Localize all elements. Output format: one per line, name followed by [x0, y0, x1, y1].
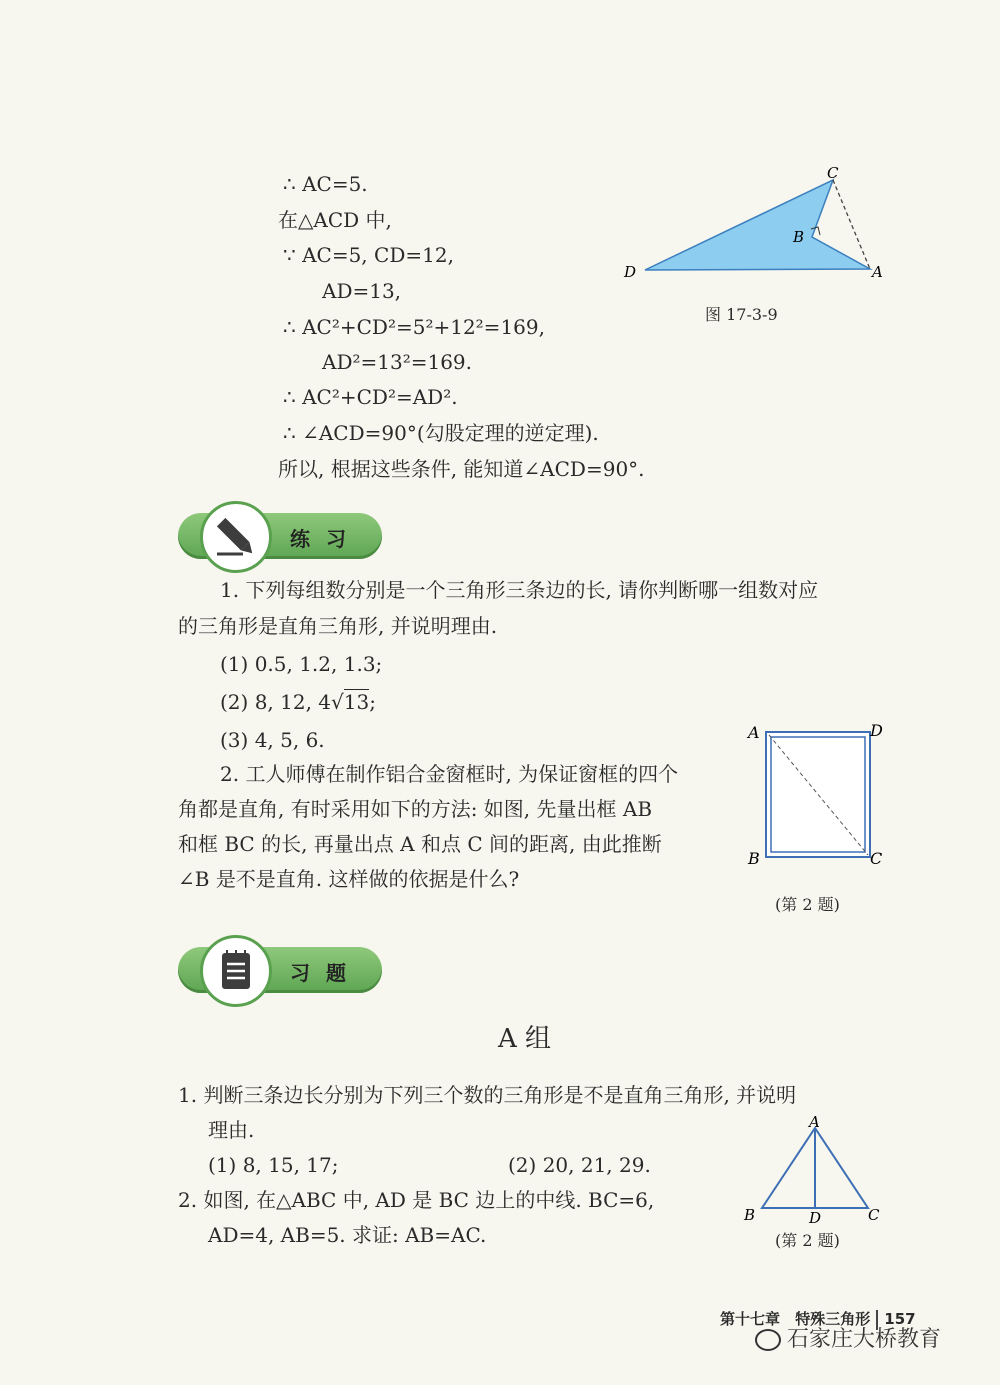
label-a: A	[809, 1113, 820, 1131]
label-c: C	[827, 165, 839, 182]
group-heading: A 组	[498, 1024, 552, 1054]
practice-fig-caption: (第 2 题)	[775, 895, 840, 914]
quadrilateral-shape	[645, 180, 870, 270]
proof-line-6: AD²=13²=169.	[322, 350, 473, 374]
exercise-fig-caption: (第 2 题)	[775, 1231, 840, 1250]
practice-q1-item2: (2) 8, 12, 4√13;	[220, 690, 376, 714]
proof-line-2: 在△ACD 中,	[278, 208, 392, 232]
section-label: 特殊三角形	[795, 1310, 871, 1328]
label-b: B	[744, 1206, 756, 1224]
practice-q1-line2: 的三角形是直角三角形, 并说明理由.	[178, 614, 498, 638]
exercises-title: 习题	[290, 961, 362, 985]
window-frame-figure	[740, 715, 890, 875]
proof-line-7: ∴ AC²+CD²=AD².	[283, 385, 458, 409]
page-number: 157	[884, 1310, 916, 1328]
triangle-abc-figure	[740, 1112, 890, 1227]
practice-banner	[178, 513, 382, 559]
figure-17-3-9	[615, 165, 890, 325]
label-b: B	[748, 849, 760, 868]
label-a: A	[748, 723, 760, 742]
label-c: C	[868, 1206, 880, 1224]
label-a: A	[872, 263, 883, 281]
practice-q2-line2: 角都是直角, 有时采用如下的方法: 如图, 先量出框 AB	[178, 797, 653, 821]
proof-line-4: AD=13,	[322, 279, 402, 303]
chapter-label: 第十七章	[720, 1310, 781, 1328]
exercise-q1-item2: (2) 20, 21, 29.	[508, 1153, 651, 1177]
proof-line-5: ∴ AC²+CD²=5²+12²=169,	[283, 315, 545, 339]
practice-q2-line4: ∠B 是不是直角. 这样做的依据是什么?	[178, 867, 520, 891]
practice-q1-line1: 1. 下列每组数分别是一个三角形三条边的长, 请你判断哪一组数对应	[220, 578, 819, 602]
label-c: C	[870, 849, 883, 868]
exercises-banner	[178, 947, 382, 993]
exercise-q1-item1: (1) 8, 15, 17;	[208, 1153, 339, 1177]
pencil-icon	[200, 501, 272, 573]
label-d: D	[624, 263, 637, 281]
proof-line-9: 所以, 根据这些条件, 能知道∠ACD=90°.	[278, 457, 645, 481]
exercise-q2-line2: AD=4, AB=5. 求证: AB=AC.	[208, 1223, 487, 1247]
notepad-icon	[200, 935, 272, 1007]
practice-q1-item1: (1) 0.5, 1.2, 1.3;	[220, 652, 383, 676]
exercise-q1-line1: 1. 判断三条边长分别为下列三个数的三角形是不是直角三角形, 并说明	[178, 1083, 797, 1107]
watermark: 石家庄大桥教育	[755, 1322, 941, 1353]
proof-line-3: ∵ AC=5, CD=12,	[283, 243, 454, 267]
figure-caption: 图 17-3-9	[705, 305, 778, 324]
proof-line-8: ∴ ∠ACD=90°(勾股定理的逆定理).	[283, 421, 599, 445]
label-b: B	[793, 228, 805, 246]
exercise-q2-line1: 2. 如图, 在△ABC 中, AD 是 BC 边上的中线. BC=6,	[178, 1188, 655, 1212]
exercise-q1-line2: 理由.	[208, 1118, 255, 1142]
practice-title: 练习	[290, 527, 362, 551]
practice-q1-item3: (3) 4, 5, 6.	[220, 728, 325, 752]
label-d: D	[809, 1209, 822, 1227]
label-d: D	[870, 721, 883, 740]
proof-line-1: ∴ AC=5.	[283, 172, 368, 196]
practice-q2-line3: 和框 BC 的长, 再量出点 A 和点 C 间的距离, 由此推断	[178, 832, 662, 856]
practice-q2-line1: 2. 工人师傅在制作铝合金窗框时, 为保证窗框的四个	[220, 762, 679, 786]
wechat-icon	[755, 1329, 781, 1351]
